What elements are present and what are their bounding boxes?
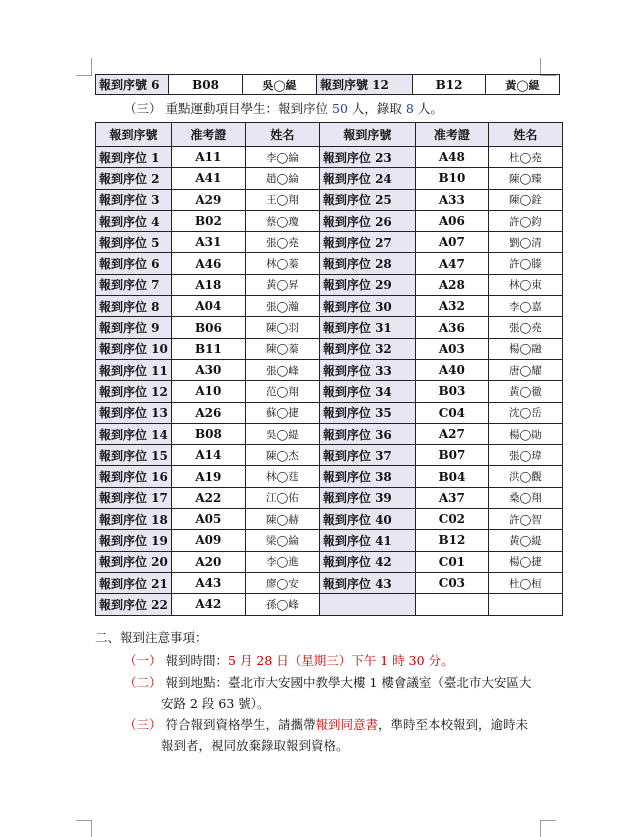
exam-code: B06 <box>171 317 245 338</box>
exam-code: A22 <box>171 487 245 508</box>
crop-mark <box>91 58 92 76</box>
rank-label: 報到序位 19 <box>96 530 172 551</box>
student-name: 趙◯綸 <box>245 168 319 189</box>
table-row <box>96 232 563 253</box>
student-name: 陳◯臻 <box>488 168 562 189</box>
top-name-1: 吳◯緹 <box>243 75 317 95</box>
exam-code: C04 <box>415 402 488 423</box>
exam-code: A11 <box>171 147 245 168</box>
crop-mark <box>540 820 556 821</box>
rank-label: 報到序位 24 <box>319 168 415 189</box>
crop-mark <box>91 820 92 837</box>
rank-label: 報到序位 7 <box>96 274 172 295</box>
item2-prefix: （二） <box>124 675 162 690</box>
student-name: 林◯東 <box>488 274 562 295</box>
top-label-1: 報到序號 6 <box>96 75 169 95</box>
rank-label: 報到序位 18 <box>96 509 172 530</box>
table-row <box>96 359 563 380</box>
table-row <box>96 210 563 231</box>
exam-code: A29 <box>171 189 245 210</box>
student-name: 陳◯羽 <box>245 317 319 338</box>
rank-label: 報到序位 4 <box>96 210 172 231</box>
table-row <box>96 402 563 423</box>
exam-code: B10 <box>415 168 488 189</box>
rank-label: 報到序位 43 <box>319 572 415 593</box>
notes-item-2 <box>124 673 531 691</box>
student-name: 吳◯緹 <box>245 423 319 444</box>
table-row <box>96 572 563 593</box>
item1-label: 報到時間： <box>165 653 229 668</box>
exam-code: A36 <box>415 317 488 338</box>
student-name: 唐◯耀 <box>488 359 562 380</box>
top-code-1: B08 <box>169 75 243 95</box>
table-row <box>96 317 563 338</box>
section3-text-b: 人，錄取 <box>351 101 402 116</box>
exam-code: B02 <box>171 210 245 231</box>
rank-label: 報到序位 39 <box>319 487 415 508</box>
table-row <box>96 487 563 508</box>
crop-mark <box>76 820 92 821</box>
top-name-2: 黃◯緹 <box>486 75 560 95</box>
student-name: 李◯進 <box>245 551 319 572</box>
table-row <box>96 445 563 466</box>
student-name: 張◯瀚 <box>245 296 319 317</box>
table-row <box>96 381 563 402</box>
student-name: 張◯堯 <box>245 232 319 253</box>
crop-mark <box>540 820 541 837</box>
notes-item-3-cont: 報到者，視同放棄錄取報到資格。 <box>161 738 349 753</box>
rank-label: 報到序位 11 <box>96 359 172 380</box>
rank-label: 報到序位 20 <box>96 551 172 572</box>
exam-code: B03 <box>415 381 488 402</box>
exam-code: A48 <box>415 147 488 168</box>
header-cell: 准考證 <box>415 123 488 147</box>
item1-value: 5 月 28 日（星期三）下午 1 時 30 分。 <box>228 653 454 668</box>
student-name: 楊◯融 <box>488 338 562 359</box>
rank-label: 報到序位 35 <box>319 402 415 423</box>
rank-label: 報到序位 23 <box>319 147 415 168</box>
table-row <box>96 466 563 487</box>
rank-label: 報到序位 22 <box>96 594 172 615</box>
exam-code: A30 <box>171 359 245 380</box>
section3-heading <box>124 99 443 117</box>
rank-label: 報到序位 1 <box>96 147 172 168</box>
rank-label: 報到序位 5 <box>96 232 172 253</box>
exam-code: A07 <box>415 232 488 253</box>
student-name: 楊◯捷 <box>488 551 562 572</box>
exam-code: B07 <box>415 445 488 466</box>
student-name: 許◯智 <box>488 509 562 530</box>
student-name: 蔡◯瓊 <box>245 210 319 231</box>
item3-highlight: 報到同意書 <box>315 717 379 732</box>
rank-label: 報到序位 9 <box>96 317 172 338</box>
student-name: 楊◯勛 <box>488 423 562 444</box>
student-name: 廖◯安 <box>245 572 319 593</box>
rank-label: 報到序位 3 <box>96 189 172 210</box>
student-name: 張◯堯 <box>488 317 562 338</box>
exam-code: C01 <box>415 551 488 572</box>
table-row <box>96 189 563 210</box>
sports-students-table <box>95 122 563 616</box>
rank-label: 報到序位 33 <box>319 359 415 380</box>
student-name: 江◯佑 <box>245 487 319 508</box>
exam-code: A32 <box>415 296 488 317</box>
rank-label: 報到序位 13 <box>96 402 172 423</box>
exam-code: A03 <box>415 338 488 359</box>
student-name: 王◯翔 <box>245 189 319 210</box>
student-name: 洪◯觀 <box>488 466 562 487</box>
exam-code: A10 <box>171 381 245 402</box>
table-row <box>96 168 563 189</box>
rank-label: 報到序位 25 <box>319 189 415 210</box>
rank-label: 報到序位 27 <box>319 232 415 253</box>
student-name: 黃◯徹 <box>488 381 562 402</box>
rank-label: 報到序位 21 <box>96 572 172 593</box>
student-name: 陳◯赫 <box>245 509 319 530</box>
exam-code: A42 <box>171 594 245 615</box>
table-row <box>96 594 563 615</box>
student-name: 劉◯清 <box>488 232 562 253</box>
exam-code: A06 <box>415 210 488 231</box>
student-name: 范◯翔 <box>245 381 319 402</box>
table-row <box>96 274 563 295</box>
student-name: 陳◯銓 <box>488 189 562 210</box>
notes-item-1 <box>124 651 454 669</box>
rank-label: 報到序位 40 <box>319 509 415 530</box>
rank-label: 報到序位 38 <box>319 466 415 487</box>
student-name: 蘇◯捷 <box>245 402 319 423</box>
table-row <box>96 551 563 572</box>
rank-label: 報到序位 34 <box>319 381 415 402</box>
exam-code: A40 <box>415 359 488 380</box>
notes-item-2-cont: 安路 2 段 63 號）。 <box>161 696 270 711</box>
exam-code: B12 <box>415 530 488 551</box>
section3-admit: 8 <box>405 101 414 116</box>
student-name: 杜◯堯 <box>488 147 562 168</box>
rank-label <box>319 594 415 615</box>
top-code-2: B12 <box>413 75 486 95</box>
student-name: 桑◯翔 <box>488 487 562 508</box>
student-name: 陳◯蓁 <box>245 338 319 359</box>
rank-label: 報到序位 37 <box>319 445 415 466</box>
rank-label: 報到序位 15 <box>96 445 172 466</box>
rank-label: 報到序位 14 <box>96 423 172 444</box>
rank-label: 報到序位 12 <box>96 381 172 402</box>
student-name: 梁◯綸 <box>245 530 319 551</box>
table-row <box>96 423 563 444</box>
section3-text-a: 重點運動項目學生：報到序位 <box>165 101 329 116</box>
rank-label: 報到序位 16 <box>96 466 172 487</box>
exam-code: B11 <box>171 338 245 359</box>
item3-prefix: （三） <box>124 717 162 732</box>
student-name: 李◯綸 <box>245 147 319 168</box>
exam-code <box>415 594 488 615</box>
exam-code: A05 <box>171 509 245 530</box>
student-name: 孫◯峰 <box>245 594 319 615</box>
table-row <box>96 530 563 551</box>
exam-code: A04 <box>171 296 245 317</box>
section3-prefix: （三） <box>124 101 162 116</box>
exam-code: A09 <box>171 530 245 551</box>
exam-code: A14 <box>171 445 245 466</box>
rank-label: 報到序位 17 <box>96 487 172 508</box>
exam-code: B04 <box>415 466 488 487</box>
student-name <box>488 594 562 615</box>
crop-mark <box>76 75 92 76</box>
item1-prefix: （一） <box>124 653 162 668</box>
rank-label: 報到序位 30 <box>319 296 415 317</box>
exam-code: A47 <box>415 253 488 274</box>
student-name: 許◯鈞 <box>488 210 562 231</box>
student-name: 張◯瑋 <box>488 445 562 466</box>
section3-text-c: 人。 <box>417 101 443 116</box>
table-row <box>96 147 563 168</box>
rank-label: 報到序位 28 <box>319 253 415 274</box>
student-name: 張◯峰 <box>245 359 319 380</box>
item3-text-b: ，準時至本校報到，逾時未 <box>378 717 529 732</box>
header-cell: 准考證 <box>171 123 245 147</box>
student-name: 黃◯昇 <box>245 274 319 295</box>
header-cell: 姓名 <box>488 123 562 147</box>
rank-label: 報到序位 26 <box>319 210 415 231</box>
exam-code: C02 <box>415 509 488 530</box>
exam-code: A20 <box>171 551 245 572</box>
table-row <box>96 509 563 530</box>
student-name: 李◯嘉 <box>488 296 562 317</box>
student-name: 沈◯岳 <box>488 402 562 423</box>
item2-line1: 報到地點：臺北市大安國中教學大樓 1 樓會議室（臺北市大安區大 <box>165 675 532 690</box>
student-name: 林◯蓁 <box>245 253 319 274</box>
table-row <box>96 338 563 359</box>
exam-code: A33 <box>415 189 488 210</box>
exam-code: A46 <box>171 253 245 274</box>
student-name: 黃◯緹 <box>488 530 562 551</box>
item3-text-a: 符合報到資格學生，請攜帶 <box>165 717 316 732</box>
student-name: 許◯滕 <box>488 253 562 274</box>
table-header-row <box>96 123 563 147</box>
exam-code: A27 <box>415 423 488 444</box>
rank-label: 報到序位 42 <box>319 551 415 572</box>
exam-code: A41 <box>171 168 245 189</box>
header-cell: 姓名 <box>245 123 319 147</box>
exam-code: A28 <box>415 274 488 295</box>
notes-heading: 二、報到注意事項： <box>95 630 208 645</box>
student-name: 杜◯桓 <box>488 572 562 593</box>
notes-item-3 <box>124 715 528 733</box>
exam-code: B08 <box>171 423 245 444</box>
rank-label: 報到序位 6 <box>96 253 172 274</box>
rank-label: 報到序位 36 <box>319 423 415 444</box>
table-row <box>96 253 563 274</box>
header-cell: 報到序號 <box>319 123 415 147</box>
exam-code: A43 <box>171 572 245 593</box>
rank-label: 報到序位 8 <box>96 296 172 317</box>
rank-label: 報到序位 32 <box>319 338 415 359</box>
rank-label: 報到序位 41 <box>319 530 415 551</box>
previous-table-last-row <box>95 74 560 95</box>
exam-code: A26 <box>171 402 245 423</box>
rank-label: 報到序位 2 <box>96 168 172 189</box>
exam-code: A31 <box>171 232 245 253</box>
exam-code: A19 <box>171 466 245 487</box>
rank-label: 報到序位 10 <box>96 338 172 359</box>
exam-code: A37 <box>415 487 488 508</box>
header-cell: 報到序號 <box>96 123 172 147</box>
student-name: 陳◯杰 <box>245 445 319 466</box>
student-name: 林◯莛 <box>245 466 319 487</box>
table-row <box>96 296 563 317</box>
exam-code: C03 <box>415 572 488 593</box>
rank-label: 報到序位 31 <box>319 317 415 338</box>
rank-label: 報到序位 29 <box>319 274 415 295</box>
exam-code: A18 <box>171 274 245 295</box>
section3-slots: 50 <box>332 101 348 116</box>
top-label-2: 報到序號 12 <box>317 75 413 95</box>
